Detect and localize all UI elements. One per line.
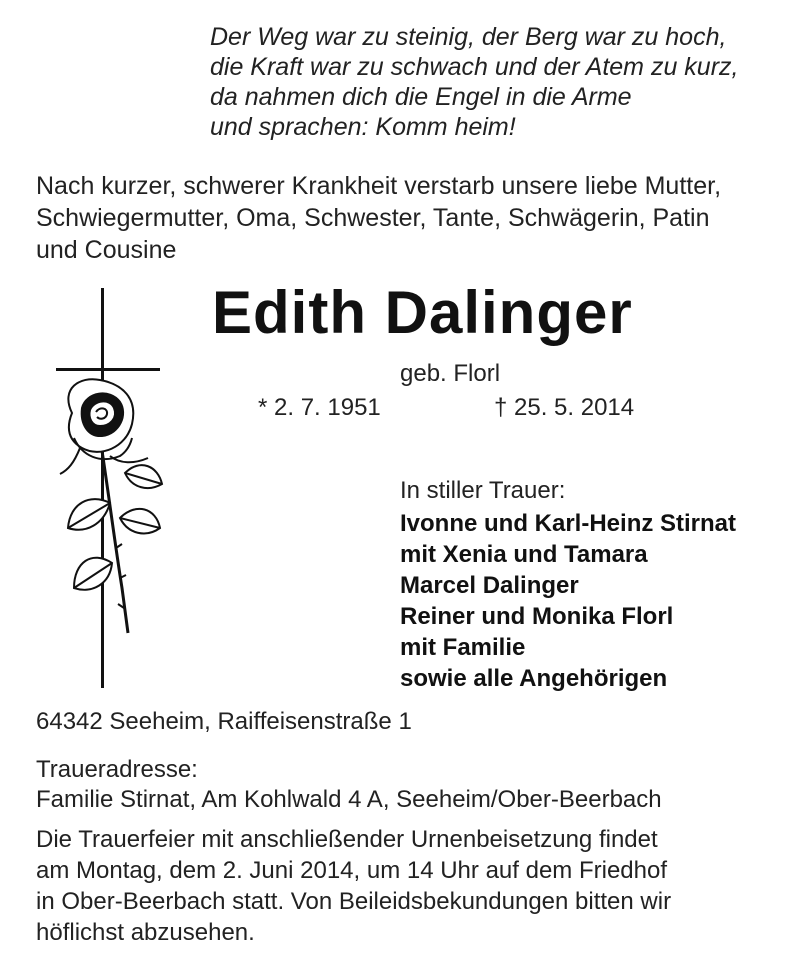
trauer-address: Familie Stirnat, Am Kohlwald 4 A, Seeheim/Ober-Beerbach bbox=[36, 786, 662, 813]
intro-line: Schwiegermutter, Oma, Schwester, Tante, Schwägerin, Patin bbox=[36, 204, 710, 232]
service-line: am Montag, dem 2. Juni 2014, um 14 Uhr auf dem Friedhof bbox=[36, 857, 667, 884]
mourner-line: mit Xenia und Tamara bbox=[400, 541, 648, 568]
mourners-label: In stiller Trauer: bbox=[400, 477, 566, 504]
mourner-line: mit Familie bbox=[400, 634, 526, 661]
death-date: † 25. 5. 2014 bbox=[494, 394, 635, 421]
service-line: höflichst abzusehen. bbox=[36, 919, 255, 946]
mourner-line: Ivonne und Karl-Heinz Stirnat bbox=[400, 510, 737, 537]
service-line: in Ober-Beerbach statt. Von Beileidsbekundungen bitten wir bbox=[36, 888, 672, 915]
trauer-address-label: Traueradresse: bbox=[36, 756, 198, 783]
intro-line: und Cousine bbox=[36, 236, 177, 264]
cross-icon bbox=[30, 288, 170, 688]
service-notice bbox=[36, 824, 768, 948]
maiden-name: geb. Florl bbox=[400, 360, 501, 387]
poem-verse bbox=[210, 22, 770, 142]
mourner-line: Marcel Dalinger bbox=[400, 572, 579, 599]
poem-line: und sprachen: Komm heim! bbox=[210, 113, 516, 141]
mourners-list bbox=[400, 508, 736, 694]
mourner-line: sowie alle Angehörigen bbox=[400, 665, 668, 692]
service-line: Die Trauerfeier mit anschließender Urnenbeisetzung findet bbox=[36, 826, 658, 853]
mourner-line: Reiner und Monika Florl bbox=[400, 603, 674, 630]
poem-line: da nahmen dich die Engel in die Arme bbox=[210, 83, 632, 111]
poem-line: Der Weg war zu steinig, der Berg war zu hoch, bbox=[210, 23, 727, 51]
birth-date: * 2. 7. 1951 bbox=[258, 394, 381, 421]
intro-text bbox=[36, 170, 776, 266]
home-address: 64342 Seeheim, Raiffeisenstraße 1 bbox=[36, 708, 412, 735]
rose-icon bbox=[60, 379, 162, 633]
poem-line: die Kraft war zu schwach und der Atem zu kurz, bbox=[210, 53, 739, 81]
deceased-name: Edith Dalinger bbox=[212, 279, 633, 346]
intro-line: Nach kurzer, schwerer Krankheit verstarb unsere liebe Mutter, bbox=[36, 172, 722, 200]
